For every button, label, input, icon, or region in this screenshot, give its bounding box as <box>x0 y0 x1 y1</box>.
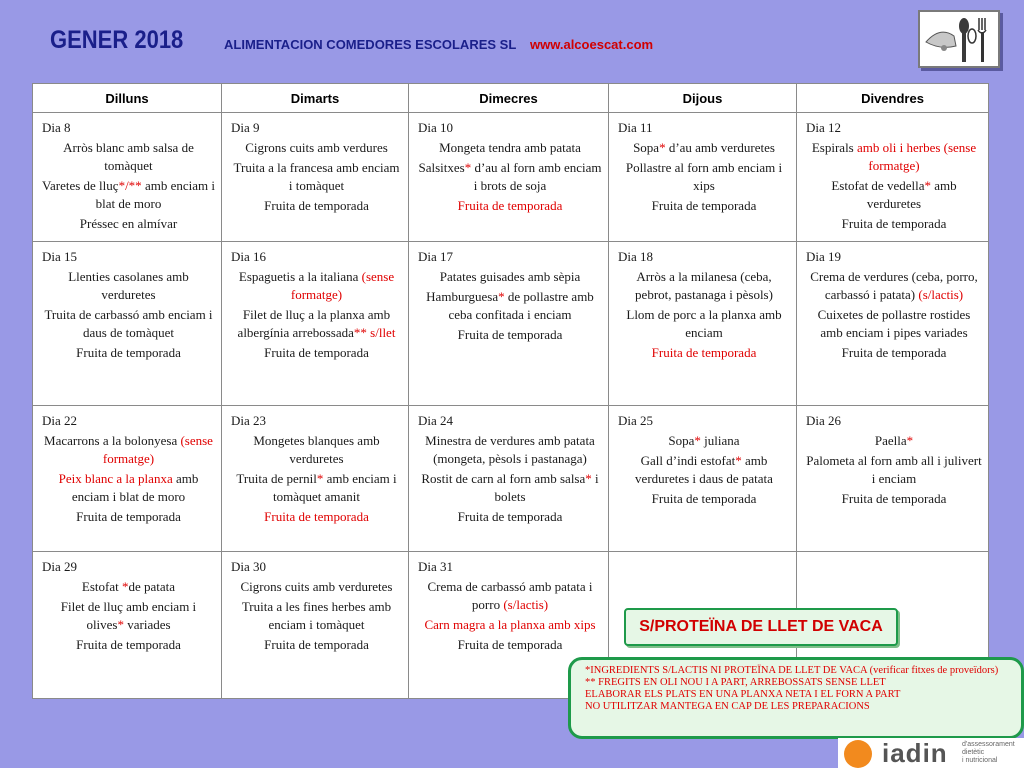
col-header-dilluns: Dilluns <box>33 84 222 113</box>
dish-item <box>618 452 790 488</box>
dish-text: Fruita de temporada <box>651 345 757 360</box>
dish-text: * <box>316 471 324 486</box>
dish-text: (sense formatge) <box>102 433 213 466</box>
dish-item <box>806 432 982 450</box>
dish-item <box>231 139 402 157</box>
day-label: Dia 30 <box>231 559 267 574</box>
dish-item <box>231 268 402 304</box>
day-label: Dia 19 <box>806 249 842 264</box>
dish-item <box>42 508 215 526</box>
menu-cell-dimarts <box>222 406 409 552</box>
dish-item <box>42 268 215 304</box>
dish-text: Fruita de temporada <box>651 198 757 213</box>
dish-text: Varetes de lluç <box>42 178 119 193</box>
dish-text: Crema de verdures (ceba, porro, carbassó i patata) <box>810 269 978 302</box>
dish-item <box>231 470 402 506</box>
day-label: Dia 9 <box>231 120 260 135</box>
dish-text: Cigrons cuits amb verdures <box>245 140 388 155</box>
dish-item <box>806 452 982 488</box>
dish-text: d’au amb verduretes <box>665 140 775 155</box>
day-label: Dia 25 <box>618 413 654 428</box>
dish-text: * <box>924 178 931 193</box>
dish-text: Palometa al forn amb all i julivert i enciam <box>806 453 982 486</box>
dish-text: Arròs a la milanesa (ceba, pebrot, pastanaga i pèsols) <box>635 269 773 302</box>
day-label: Dia 22 <box>42 413 78 428</box>
dish-item <box>418 326 602 344</box>
dish-text: Peix blanc a la planxa <box>58 471 173 486</box>
dish-text: Espaguetis a la italiana <box>238 269 362 284</box>
dish-item <box>806 344 982 362</box>
dish-item <box>42 598 215 634</box>
day-label: Dia 12 <box>806 120 842 135</box>
dish-text: Préssec en almívar <box>79 216 178 231</box>
dish-item <box>231 159 402 195</box>
menu-table <box>32 83 989 699</box>
dish-text: Hamburguesa <box>426 289 499 304</box>
dish-text: amb enciam i blat de moro <box>95 178 215 211</box>
dish-item <box>231 197 402 215</box>
dish-text: (sense formatge) <box>290 269 395 302</box>
col-header-dimarts: Dimarts <box>222 84 409 113</box>
dish-text: Llom de porc a la planxa amb enciam <box>626 307 782 340</box>
dish-item <box>618 159 790 195</box>
iadin-subtitle <box>962 741 1015 765</box>
dish-item <box>231 344 402 362</box>
dish-text: d’au al forn amb enciam i brots de soja <box>471 160 602 193</box>
dish-text: Crema de carbassó amb patata i porro <box>427 579 593 612</box>
dish-item <box>418 470 602 506</box>
day-label: Dia 15 <box>42 249 78 264</box>
dish-text: * <box>735 453 742 468</box>
dish-item <box>618 490 790 508</box>
dish-text: amb enciam i tomàquet amanit <box>272 471 397 504</box>
dish-text: Llenties casolanes amb verduretes <box>68 269 189 302</box>
dish-item <box>42 306 215 342</box>
menu-cell-dimarts <box>222 113 409 242</box>
dish-text: * <box>585 471 592 486</box>
page-title: GENER 2018 <box>50 26 184 54</box>
dish-text: amb oli i herbes (sense formatge) <box>857 140 977 173</box>
note-line: ** FREGITS EN OLI NOU I A PART, ARREBOSSATS SENSE LLET <box>585 677 886 688</box>
dish-text: Sopa <box>668 433 695 448</box>
day-label: Dia 24 <box>418 413 454 428</box>
dish-text: Mongetes blanques amb verduretes <box>253 433 380 466</box>
dish-text: Fruita de temporada <box>457 327 563 342</box>
dish-item <box>42 215 215 233</box>
menu-cell-dimarts <box>222 552 409 699</box>
dish-text: de pollastre amb ceba confitada i enciam <box>448 289 594 322</box>
dish-item <box>806 268 982 304</box>
website-link[interactable]: www.alcoescat.com <box>530 37 654 52</box>
day-label: Dia 29 <box>42 559 78 574</box>
menu-cell-dijous <box>609 113 797 242</box>
col-header-dimecres: Dimecres <box>409 84 609 113</box>
iadin-mark-icon <box>844 740 872 768</box>
menu-cell-dimecres <box>409 406 609 552</box>
note-line: *INGREDIENTS S/LACTIS NI PROTEÏNA DE LLET DE VACA (verificar fitxes de proveïdors) <box>585 665 999 676</box>
dish-text: * <box>694 433 701 448</box>
dish-text: Fruita de temporada <box>76 637 181 652</box>
iadin-subtitle-line: d'assessorament <box>962 741 1015 748</box>
menu-cell-dijous <box>609 242 797 406</box>
notes-box <box>568 657 1024 739</box>
dish-text: Fruita de temporada <box>264 637 369 652</box>
dish-item <box>418 636 602 654</box>
dish-item <box>618 306 790 342</box>
dish-text: Rostit de carn al forn amb salsa <box>421 471 586 486</box>
dish-text: Minestra de verdures amb patata (mongeta, pèsols i pastanaga) <box>425 433 595 466</box>
col-header-divendres: Divendres <box>797 84 989 113</box>
day-label: Dia 16 <box>231 249 267 264</box>
dish-text: amb verduretes <box>866 178 957 211</box>
dish-text: Fruita de temporada <box>264 345 369 360</box>
dish-text: Truita de pernil <box>236 471 317 486</box>
dish-text: Cigrons cuits amb verduretes <box>240 579 393 594</box>
dish-text: * <box>117 617 124 632</box>
dish-item <box>231 432 402 468</box>
dish-item <box>806 139 982 175</box>
day-label: Dia 31 <box>418 559 454 574</box>
dish-text: Macarrons a la bolonyesa <box>44 433 181 448</box>
iadin-logo <box>838 738 1024 768</box>
dish-text: Fruita de temporada <box>651 491 757 506</box>
dish-item <box>418 288 602 324</box>
dish-text: juliana <box>700 433 740 448</box>
dish-text: Mongeta tendra amb patata <box>439 140 581 155</box>
dish-text: Estofat <box>81 579 122 594</box>
dish-text: Espirals <box>811 140 857 155</box>
dish-text: Fruita de temporada <box>76 345 181 360</box>
dish-item <box>418 268 602 286</box>
dish-item <box>618 432 790 450</box>
dish-text: Fruita de temporada <box>264 509 369 524</box>
week-row <box>33 113 989 242</box>
dish-item <box>806 306 982 342</box>
menu-cell-divendres <box>797 113 989 242</box>
dish-item <box>806 490 982 508</box>
dish-text: Carn magra a la planxa amb xips <box>424 617 596 632</box>
dish-text: * <box>122 579 129 594</box>
dish-item <box>42 636 215 654</box>
cutlery-logo-icon <box>918 10 1000 68</box>
dish-text: Fruita de temporada <box>841 345 947 360</box>
dish-text: Cuixetes de pollastre rostides amb enciam i pipes variades <box>817 307 971 340</box>
dish-text: Patates guisades amb sèpia <box>439 269 581 284</box>
dish-item <box>42 344 215 362</box>
company-name: ALIMENTACION COMEDORES ESCOLARES SL <box>224 37 517 52</box>
dish-item <box>806 177 982 213</box>
col-header-dijous: Dijous <box>609 84 797 113</box>
dish-text: Fruita de temporada <box>457 198 563 213</box>
dish-text: Fruita de temporada <box>264 198 369 213</box>
menu-cell-dimecres <box>409 113 609 242</box>
dish-item <box>418 432 602 468</box>
dish-text: Fruita de temporada <box>841 491 947 506</box>
dish-item <box>418 197 602 215</box>
dish-item <box>231 578 402 596</box>
dish-item <box>618 139 790 157</box>
dish-item <box>42 470 215 506</box>
dish-item <box>418 139 602 157</box>
dish-text: * <box>498 289 505 304</box>
day-label: Dia 18 <box>618 249 654 264</box>
day-label: Dia 11 <box>618 120 653 135</box>
dish-item <box>231 636 402 654</box>
menu-cell-dilluns <box>33 113 222 242</box>
dish-text: (s/lactis) <box>918 287 964 302</box>
dish-item <box>231 598 402 634</box>
menu-cell-dilluns <box>33 406 222 552</box>
dish-text: Filet de lluç amb enciam i olives <box>60 599 197 632</box>
dish-item <box>418 578 602 614</box>
header-row <box>33 84 989 113</box>
cutlery-icon <box>920 12 998 66</box>
iadin-subtitle-line: i nutricional <box>962 757 998 764</box>
dish-item <box>418 508 602 526</box>
dish-text: i bolets <box>494 471 599 504</box>
note-line: ELABORAR ELS PLATS EN UNA PLANXA NETA I EL FORN A PART <box>585 689 901 700</box>
menu-cell-dijous <box>609 406 797 552</box>
dish-text: ** s/llet <box>353 325 396 340</box>
dish-text: * <box>464 160 472 175</box>
menu-cell-divendres <box>797 242 989 406</box>
day-label: Dia 26 <box>806 413 842 428</box>
dish-text: Arròs blanc amb salsa de tomàquet <box>63 140 194 173</box>
note-line: NO UTILITZAR MANTEGA EN CAP DE LES PREPARACIONS <box>585 701 870 712</box>
week-row <box>33 242 989 406</box>
dish-item <box>42 578 215 596</box>
day-label: Dia 8 <box>42 120 71 135</box>
dish-text: Fruita de temporada <box>841 216 947 231</box>
dish-item <box>42 139 215 175</box>
day-label: Dia 10 <box>418 120 454 135</box>
allergen-badge: S/PROTEÏNA DE LLET DE VACA <box>624 608 898 646</box>
dish-text: Salsitxes <box>418 160 465 175</box>
dish-text: Truita de carbassó amb enciam i daus de tomàquet <box>44 307 213 340</box>
iadin-subtitle-line: dietètic <box>962 749 985 756</box>
dish-item <box>42 177 215 213</box>
dish-text: de patata <box>128 579 176 594</box>
menu-cell-dimarts <box>222 242 409 406</box>
dish-item <box>806 215 982 233</box>
dish-text: Fruita de temporada <box>76 509 181 524</box>
dish-item <box>418 159 602 195</box>
dish-text: Gall d’indi estofat <box>640 453 736 468</box>
dish-item <box>231 508 402 526</box>
dish-text: Truita a la francesa amb enciam i tomàquet <box>233 160 400 193</box>
menu-cell-divendres <box>797 406 989 552</box>
menu-cell-dimecres <box>409 242 609 406</box>
dish-item <box>42 432 215 468</box>
dish-item <box>618 344 790 362</box>
dish-text: * <box>906 433 914 448</box>
dish-text: Filet de lluç a la planxa amb albergínia arrebossada <box>237 307 391 340</box>
dish-text: Fruita de temporada <box>457 637 563 652</box>
dish-text: variades <box>124 617 171 632</box>
day-label: Dia 23 <box>231 413 267 428</box>
dish-text: Pollastre al forn amb enciam i xips <box>625 160 783 193</box>
dish-text: Truita a les fines herbes amb enciam i tomàquet <box>241 599 392 632</box>
dish-item <box>618 197 790 215</box>
dish-item <box>618 268 790 304</box>
dish-text: (s/lactis) <box>503 597 549 612</box>
dish-item <box>231 306 402 342</box>
dish-text: Fruita de temporada <box>457 509 563 524</box>
dish-text: Sopa <box>633 140 660 155</box>
dish-item <box>418 616 602 634</box>
dish-text: amb enciam i blat de moro <box>71 471 199 504</box>
dish-text: * <box>659 140 666 155</box>
day-label: Dia 17 <box>418 249 454 264</box>
iadin-wordmark: iadin <box>882 738 948 768</box>
week-row <box>33 406 989 552</box>
dish-text: Paella <box>874 433 907 448</box>
dish-text: Estofat de vedella <box>831 178 925 193</box>
dish-text: amb verduretes i daus de patata <box>635 453 773 486</box>
menu-cell-dilluns <box>33 552 222 699</box>
dish-text: */** <box>118 178 142 193</box>
menu-cell-dilluns <box>33 242 222 406</box>
